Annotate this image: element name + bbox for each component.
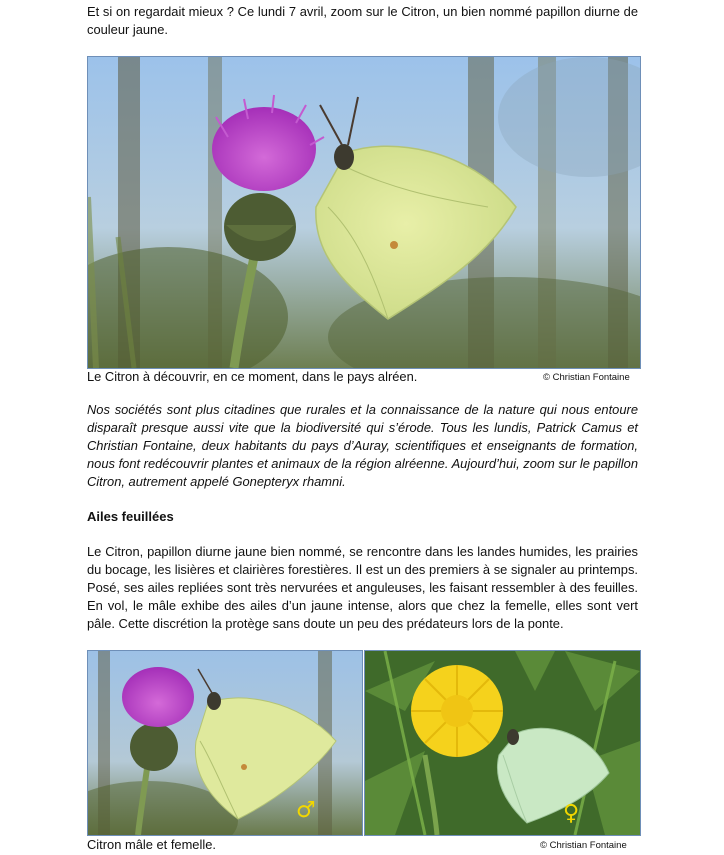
intro-paragraph: Et si on regardait mieux ? Ce lundi 7 avril, zoom sur le Citron, un bien nommé papillon diurne de couleur jaune. xyxy=(87,4,638,37)
main-photo-caption: Le Citron à découvrir, en ce moment, dans le pays alréen. xyxy=(87,369,418,384)
main-photo-credit: © Christian Fontaine xyxy=(543,372,630,383)
male-citron-photo xyxy=(87,650,363,836)
female-symbol: ♀ xyxy=(563,801,580,826)
photo-pair-caption: Citron mâle et femelle. xyxy=(87,837,216,852)
main-photo-citron-on-thistle xyxy=(87,56,641,369)
italic-intro-paragraph: Nos sociétés sont plus citadines que rurales et la connaissance de la nature qui nous entoure disparaît presque aussi vite que la biodiversité qui s’érode. Tous les lundis, Patrick Camus et Christian Fontaine, deux habitants du pays d’Auray, scientifiques et enseignants de formation, nous font redécouvrir plantes et animaux de la région alréenne. Aujourd’hui, zoom sur le papillon Citron, autrement appelé Gonepteryx rhamni. xyxy=(87,402,638,489)
photo-pair-credit: © Christian Fontaine xyxy=(540,840,627,851)
section-body-paragraph: Le Citron, papillon diurne jaune bien nommé, se rencontre dans les landes humides, les prairies du bocage, les lisières et clairières forestières. Il est un des premiers à se signaler au printemps. Posé, ses ailes repliées sont très nervurées et anguleuses, les faisant ressembler à des feuilles. En vol, le mâle exhibe des ailes d’un jaune intense, alors que chez la femelle, elles sont vert pâle. Cette discrétion la protège sans doute un peu des prédateurs lors de la ponte. xyxy=(87,544,638,631)
section-heading: Ailes feuillées xyxy=(87,509,174,524)
female-citron-photo xyxy=(364,650,641,836)
male-symbol: ♂ xyxy=(296,798,316,823)
